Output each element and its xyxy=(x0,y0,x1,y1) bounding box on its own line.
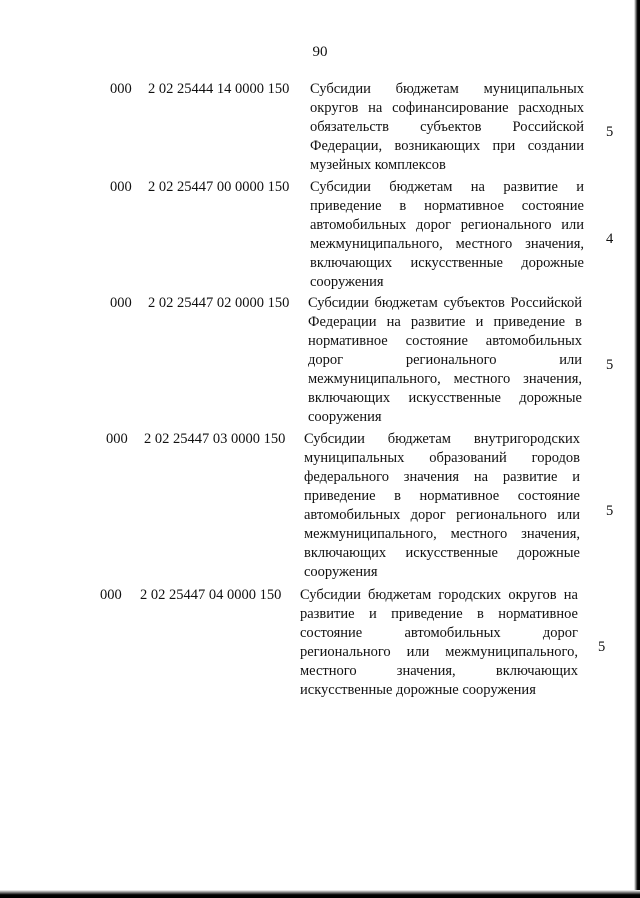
scan-edge-right xyxy=(634,0,640,898)
admin-code: 000 xyxy=(110,81,132,97)
budget-classification-code: 2 02 25444 14 0000 150 xyxy=(148,81,290,97)
income-description: Субсидии бюджетам внутригородских муниципальных образований городов федерального значения на развитие и приведение в нормативное состояние автомобильных дорог регионального или межмуниципального, местного значения, включающих искусственные дорожные сооружения xyxy=(304,431,580,580)
income-description: Субсидии бюджетам городских округов на развитие и приведение в нормативное состояние автомобильных дорог регионального или межмуниципального, местного значения, включающих искусственные дорожные сооружения xyxy=(300,587,578,698)
income-description: Субсидии бюджетам муниципальных округов на софинансирование расходных обязательств субъектов Российской Федерации, возникающих при создании музейных комплексов xyxy=(310,81,584,173)
admin-code: 000 xyxy=(106,431,128,447)
admin-code: 000 xyxy=(100,587,122,603)
row-value: 5 xyxy=(606,357,614,373)
row-value: 5 xyxy=(606,503,614,519)
budget-classification-code: 2 02 25447 03 0000 150 xyxy=(144,431,286,447)
budget-classification-code: 2 02 25447 04 0000 150 xyxy=(140,587,282,603)
row-value: 5 xyxy=(598,639,606,655)
income-description: Субсидии бюджетам субъектов Российской Федерации на развитие и приведение в нормативное состояние автомобильных дорог регионального или межмуниципального, местного значения, включающих искусственные дорожные сооружения xyxy=(308,295,582,425)
admin-code: 000 xyxy=(110,295,132,311)
budget-classification-code: 2 02 25447 02 0000 150 xyxy=(148,295,290,311)
page-number: 90 xyxy=(312,44,328,60)
scan-edge-bottom xyxy=(0,890,640,898)
income-description: Субсидии бюджетам на развитие и приведение в нормативное состояние автомобильных дорог регионального или межмуниципального, местного значения, включающих искусственные дорожные сооружения xyxy=(310,179,584,290)
row-value: 5 xyxy=(606,124,614,140)
row-value: 4 xyxy=(606,231,614,247)
budget-classification-code: 2 02 25447 00 0000 150 xyxy=(148,179,290,195)
admin-code: 000 xyxy=(110,179,132,195)
